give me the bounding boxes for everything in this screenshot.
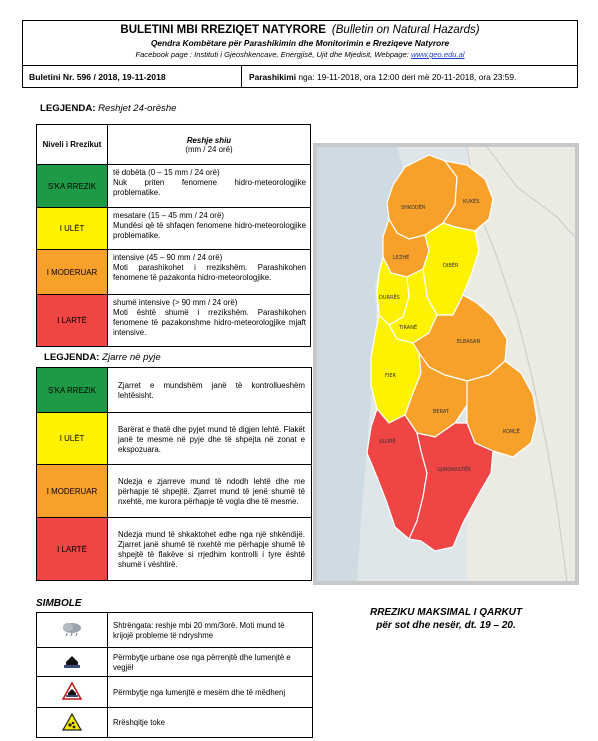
header-vertical-divider — [241, 65, 242, 88]
bulletin-subtitle: (Bulletin on Natural Hazards) — [331, 24, 480, 36]
fire-row-moderate — [37, 465, 312, 518]
symbols-title: SIMBOLE — [36, 598, 82, 609]
fire-description: Ndezja mund të shkaktohet edhe nga një shkëndijë. Zjarret janë shumë të nxehtë me përhapje shumë të shpejtë të flakëve si rrjedhim kontrolli i tyre është shumë i vështirë. — [108, 518, 312, 581]
rain-row-low — [37, 208, 311, 250]
region-label: TIRANË — [399, 325, 418, 331]
rain-description: mesatare (15 – 45 mm / 24 orë) Mundësi që të shfaqen fenomene hidro-meteorologjike problematike. — [108, 208, 311, 250]
rain-description: shumë intensive (> 90 mm / 24 orë) Moti është shumë i rrezikshëm. Parashikohen fenomene të pazakonshme hidro-meteorologjike mjaft intensive. — [108, 295, 311, 347]
level-high: I LARTË — [37, 295, 108, 347]
level-low: I ULËT — [37, 208, 108, 250]
albania-map — [317, 147, 575, 581]
bulletin-title: BULETINI MBI RREZIQET NATYRORE (Bulletin on Natural Hazards) — [120, 24, 480, 36]
rain-legend-title: LEGJENDA: Reshjet 24-orëshe — [40, 103, 177, 114]
level-high: I LARTË — [37, 518, 108, 581]
fire-legend-title: LEGJENDA: Zjarre në pyje — [44, 352, 161, 363]
symbol-description: Shtrëngata: reshje mbi 20 mm/3orë. Moti mund të krijojë probleme të ndryshme — [108, 613, 313, 648]
level-low: I ULËT — [37, 413, 108, 465]
rain-description: intensive (45 – 90 mm / 24 orë) Moti parashikohet i rrezikshëm. Parashikohen fenomene të pazakonta hidro-meteorologjike. — [108, 250, 311, 295]
river-flood-icon — [62, 682, 82, 700]
level-column-header: Niveli i Rrezikut — [37, 125, 108, 165]
region-label: FIER — [385, 373, 396, 379]
fire-row-high — [37, 518, 312, 581]
symbol-description: Përmbytje nga lumenjtë e mesëm dhe të mëdhenj — [108, 677, 313, 708]
thunderstorm-icon — [61, 621, 83, 637]
symbol-description: Rrëshqitje toke — [108, 708, 313, 738]
fire-legend-table — [36, 367, 312, 581]
bulletin-number: Buletini Nr. 596 / 2018, 19-11-2018 — [29, 72, 166, 82]
contact-line: Facebook page : Instituti i Gjeoshkencave, Energjisë, Ujit dhe Mjedisit, Webpage: www.geo.edu.al — [135, 50, 465, 59]
risk-map — [313, 143, 579, 585]
region-label: VLORË — [379, 439, 396, 445]
symbol-row — [37, 648, 313, 677]
level-no-risk: S'KA RREZIK — [37, 368, 108, 413]
region-label: DIBËR — [443, 263, 459, 269]
region-label: KUKËS — [463, 199, 480, 205]
fire-description: Ndezja e zjarreve mund të ndodh lehtë dhe me përhapje të shpejtë. Zjarret mund të jenë shumë të nxehtë, me kurora përhapje të vogla dhe të mesme. — [108, 465, 312, 518]
rain-description: të dobëta (0 – 15 mm / 24 orë) Nuk priten fenomene hidro-meteorologjike problematike. — [108, 165, 311, 208]
symbol-row — [37, 708, 313, 738]
urban-flood-icon — [62, 653, 82, 669]
rain-row-no-risk — [37, 165, 311, 208]
region-label: DURRËS — [379, 295, 400, 301]
fire-description: Barërat e thatë dhe pyjet mund të digjen lehtë. Flakët janë te mesme në pyje dhe të shpejta në zonat e ekspozuara. — [108, 413, 312, 465]
region-label: BERAT — [433, 409, 449, 415]
rain-legend-header-row — [37, 125, 311, 165]
region-label: KORÇË — [503, 429, 520, 435]
level-moderate: I MODERUAR — [37, 250, 108, 295]
landslide-icon — [62, 713, 82, 731]
symbol-row — [37, 613, 313, 648]
rain-column-header: Reshje shiu (mm / 24 orë) — [108, 125, 311, 165]
fire-row-no-risk — [37, 368, 312, 413]
symbol-description: Përmbytje urbane ose nga përrenjtë dhe lumenjtë e vegjël — [108, 648, 313, 677]
max-risk-caption: RREZIKU MAKSIMAL I QARKUT për sot dhe nesër, dt. 19 – 20. — [369, 607, 523, 631]
fire-description: Zjarret e mundshëm janë të kontrollueshëm lehtësisht. — [108, 368, 312, 413]
region-label: GJIROKASTËR — [437, 467, 471, 473]
region-label: LEZHË — [393, 255, 410, 261]
forecast-period: Parashikimi nga: 19-11-2018, ora 12:00 deri më 20-11-2018, ora 23:59. — [249, 72, 517, 82]
region-label: SHKODËR — [401, 205, 426, 211]
rain-row-moderate — [37, 250, 311, 295]
bulletin-header — [22, 20, 578, 88]
region-label: ELBASAN — [457, 339, 481, 345]
rain-row-high — [37, 295, 311, 347]
website-link[interactable]: www.geo.edu.al — [410, 50, 465, 59]
symbols-table — [36, 612, 313, 738]
fire-row-low — [37, 413, 312, 465]
header-divider — [23, 65, 577, 66]
level-no-risk: S'KA RREZIK — [37, 165, 108, 208]
center-name: Qendra Kombëtare për Parashikimin dhe Monitorimin e Rreziqeve Natyrore — [150, 38, 450, 48]
rain-legend-table — [36, 124, 311, 347]
level-moderate: I MODERUAR — [37, 465, 108, 518]
symbol-row — [37, 677, 313, 708]
